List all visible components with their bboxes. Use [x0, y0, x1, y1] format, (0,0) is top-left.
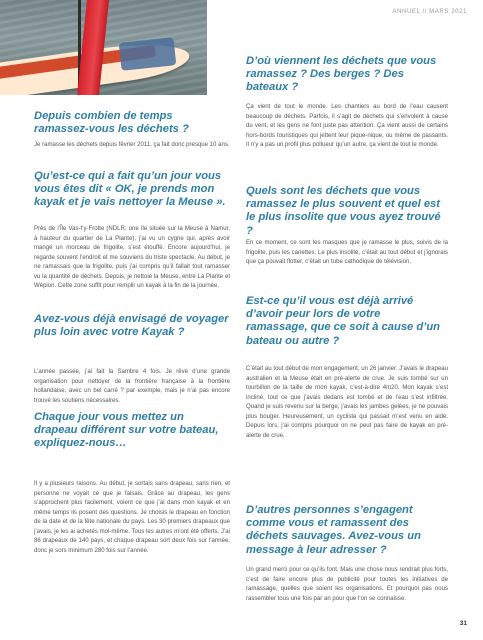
answer-paragraph: En ce moment, ce sont les masques que je ramasse le plus, suivis de la frigolite, puis les canettes. Le plus insolite, c’était au tout début et j’ignorais que ça pouvait flotter, c’était un tube cathodique de télévision.: [246, 240, 448, 265]
question-heading: Qu’est-ce qui a fait qu’un jour vous vous êtes dit « OK, je prends mon kayak et je vais nettoyer la Meuse ».: [34, 170, 226, 209]
question-heading: D’où viennent les déchets que vous ramassez ? Des berges ? Des bateaux ?: [246, 55, 437, 94]
kayak-photo: [0, 0, 207, 95]
answer-paragraph: Il y a plusieurs raisons. Au début, je sortais sans drapeau, sans rien, et personne ne voyait ce que je faisais. Grâce au drapeau, les gens s’approchent plus facilement, voient ce que j’ai dans mon kayak et en même temps ils posent des questions. Je choisis le drapeau en fonction de la date et de la fête nationale du pays. Les 30 premiers drapeaux que j’avais, je les ai achetés moi-même. Tous les autres m’ont été offerts. J’ai 86 drapeaux de 140 pays, et chaque drapeau sort deux fois sur l’année, donc je sors minimum 280 fois sur l’année.: [34, 481, 230, 554]
question-heading: Avez-vous déjà envisagé de voyager plus loin avec votre Kayak ?: [34, 313, 229, 339]
answer-paragraph: Ça vient de tout le monde. Les chantiers au bord de l’eau causent beaucoup de déchets. Parfois, il s’agit de déchets qui s’envolent à cause du vent, et les gens ne font juste pas attention. Ça vient aussi de certains hors-bords touristiques qui jettent leur pique-nique, ou même de passants. Il n’y a pas un profil plus pollueur qu’un autre, ça vient de tout le monde.: [246, 104, 448, 148]
question-heading: Depuis combien de temps ramassez-vous les déchets ?: [34, 110, 189, 136]
answer-paragraph: Un grand merci pour ce qu’ils font. Mais une chose nous rendrait plus forts, c’est de faire encore plus de publicité pour toutes les initiatives de ramassage, quelles que soient les organisations. Et pourquoi pas nous rassembler tous une fois par an pour que l’on se connaisse.: [246, 567, 448, 602]
question-heading: Quels sont les déchets que vous ramassez le plus souvent et quel est le plus insolite que vous ayez trouvé ?: [246, 185, 441, 237]
question-heading: D’autres personnes s’engagent comme vous et ramassent des déchets sauvages. Avez-vous un message à leur adresser ?: [246, 504, 421, 556]
waste-container: [119, 37, 177, 71]
answer-paragraph: L’année passée, j’ai fait la Sambre 4 fois. Je rêve d’une grande organisation pour nettoyer de la frontière française à la frontière hollandaise, avec un bel carré ? par exemple, mais je n’ai pas encore trouvé les soutiens nécessaires.: [34, 369, 230, 404]
answer-paragraph: Je ramasse les déchets depuis février 2011, ça fait donc presque 10 ans.: [34, 142, 230, 148]
question-heading: Est-ce qu’il vous est déjà arrivé d’avoir peur lors de votre ramassage, que ce soit à cause d’un bateau ou autre ?: [246, 295, 441, 347]
question-heading: Chaque jour vous mettez un drapeau différent sur votre bateau, expliquez-nous…: [34, 411, 219, 450]
answer-paragraph: C’était au tout début de mon engagement, un 26 janvier. J’avais le drapeau australien et la Meuse était en pré-alerte de crue. Je suis tombé sur un tourbillon de la taille de mon kayak, c’est-à-dire 4m20. Mon kayak s’est incliné, tout ce que j’avais dedans est tombé et de l’eau s’est infiltrée. Quand je suis revenu sur la berge, j’avais les jambes gelées, je ne pouvais plus bouger. Heureusement, un cycliste qui passait m’est venu en aide. Depuis lors, j’ai compris pourquoi on ne peut pas faire de kayak en pré-alerte de crue.: [246, 366, 448, 439]
issue-header: ANNUEL // MARS 2021: [392, 8, 467, 15]
page-number: 31: [459, 620, 467, 627]
answer-paragraph: Près de l’Île Vas-t’y-Frotte (NDLR: une île située sur la Meuse à Namur, à hauteur du quartier de La Plante), j’ai vu un cygne qui, après avoir mangé un morceau de frigolite, s’est étouffé. Encore aujourd’hui, je regarde souvent l’endroit et me souviens du triste spectacle. Au début, je ne ramassais que la frigolite, puis j’ai compris qu’il fallait tout ramasser vu la quantité de déchets. Depuis, je nettoie la Meuse, entre La Plante et Wépion. Cette zone suffit pour remplir un kayak à la fin de la journée.: [34, 226, 230, 289]
